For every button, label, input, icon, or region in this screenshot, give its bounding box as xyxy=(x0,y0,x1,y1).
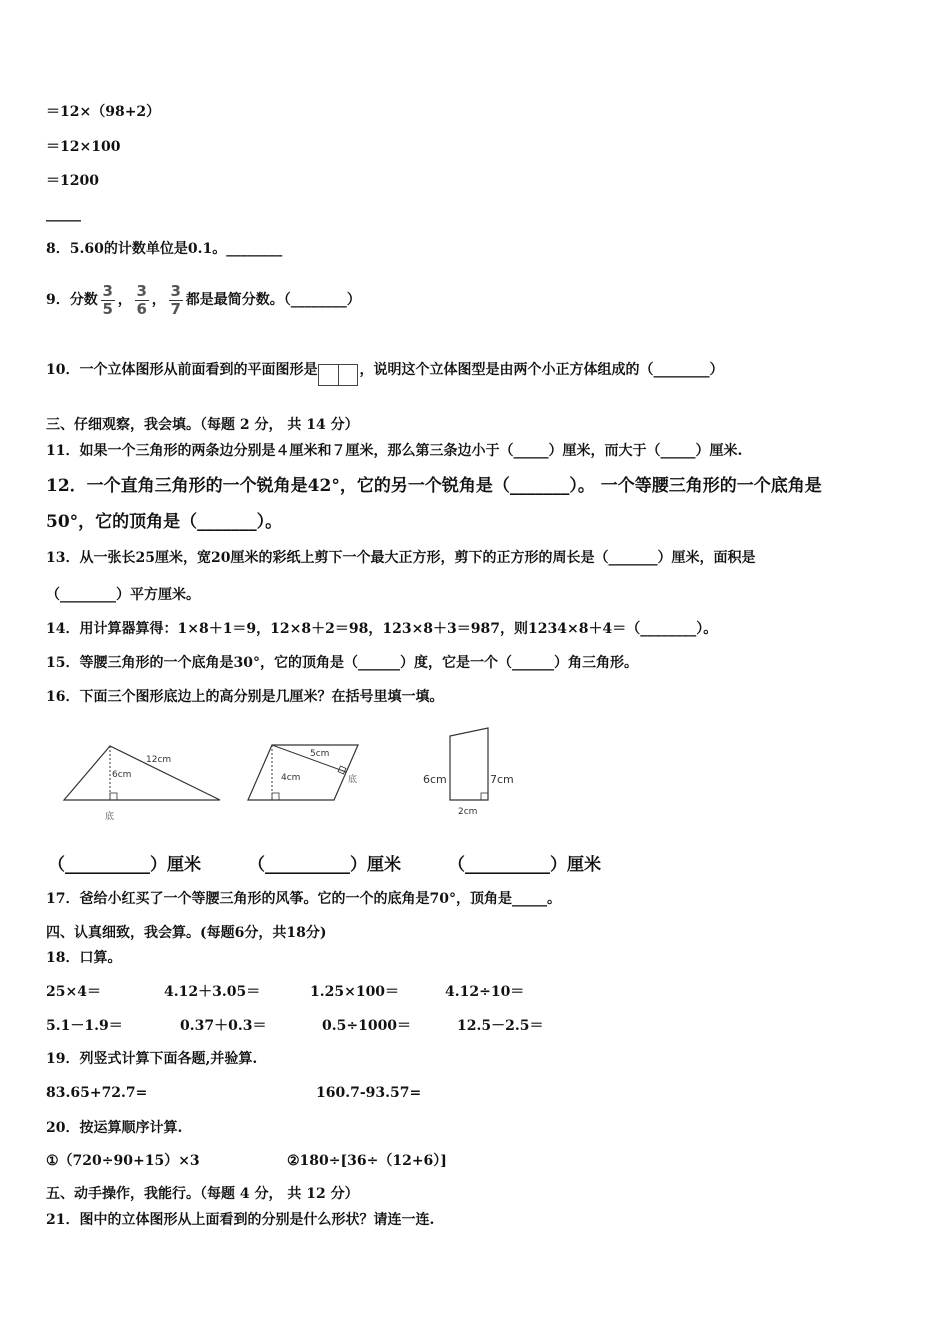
triangle-shape xyxy=(64,746,220,800)
question-9 xyxy=(46,282,361,318)
right-angle-mark xyxy=(481,793,488,800)
fraction-3 xyxy=(169,283,183,318)
fraction-3-numerator: 3 xyxy=(170,281,181,300)
parallelogram-base-label: 底 xyxy=(348,775,358,785)
question-20-title: 20．按运算顺序计算. xyxy=(46,1120,183,1136)
trapezoid-shape xyxy=(450,728,488,800)
question-10 xyxy=(46,352,723,388)
fraction-2 xyxy=(135,283,149,318)
parallelogram-shape xyxy=(248,745,358,800)
triangle-height-label: 6cm xyxy=(112,770,132,780)
trapezoid-figure xyxy=(420,722,520,822)
question-15: 15．等腰三角形的一个底角是30°，它的顶角是（______）度，它是一个（______）角三角形。 xyxy=(46,655,638,671)
fraction-1-denominator: 5 xyxy=(102,299,113,318)
oral-calc-3: 1.25×100＝ xyxy=(310,984,400,1000)
question-13-line-1: 13．从一张长25厘米，宽20厘米的彩纸上剪下一个最大正方形，剪下的正方形的周长是（_______）厘米，面积是 xyxy=(46,550,756,566)
order-calc-1: ①（720÷90+15）×3 xyxy=(46,1153,200,1169)
parallelogram-diagonal-height xyxy=(272,745,346,772)
oral-calc-6: 0.37＋0.3＝ xyxy=(180,1018,267,1034)
solution-blank: _____ xyxy=(46,206,81,222)
fraction-2-denominator: 6 xyxy=(136,299,147,318)
q9-suffix: 都是最简分数。（________） xyxy=(185,292,361,308)
question-21: 21．图中的立体图形从上面看到的分别是什么形状？请连一连. xyxy=(46,1212,435,1228)
order-calc-2: ②180÷[36÷（12+6）] xyxy=(287,1153,447,1169)
question-11: 11．如果一个三角形的两条边分别是４厘米和７厘米，那么第三条边小于（_____）厘米，而大于（_____）厘米. xyxy=(46,443,743,459)
oral-calc-2: 4.12＋3.05＝ xyxy=(164,984,261,1000)
q10-suffix: ，说明这个立体图型是由两个小正方体组成的（________） xyxy=(359,362,724,378)
question-19-title: 19．列竖式计算下面各题,并验算. xyxy=(46,1051,258,1067)
triangle-base-label: 底 xyxy=(105,812,115,822)
oral-calc-8: 12.5－2.5＝ xyxy=(457,1018,544,1034)
oral-calc-7: 0.5÷1000＝ xyxy=(322,1018,412,1034)
trapezoid-bottom-label: 2cm xyxy=(458,807,478,817)
fraction-1-numerator: 3 xyxy=(102,281,113,300)
trapezoid-left-label: 6cm xyxy=(423,773,447,786)
section-4-heading: 四、认真细致，我会算。(每题6分，共18分) xyxy=(46,925,327,941)
triangle-hyp-label: 12cm xyxy=(146,755,172,765)
oral-calc-1: 25×4＝ xyxy=(46,984,101,1000)
solution-step-3: ＝1200 xyxy=(46,173,99,189)
two-squares-figure xyxy=(318,364,358,386)
parallelogram-figure xyxy=(244,738,369,808)
solution-step-1: ＝12×（98+2） xyxy=(46,104,161,120)
question-8: 8．5.60的计数单位是0.1。________ xyxy=(46,241,283,257)
question-16: 16．下面三个图形底边上的高分别是几厘米？在括号里填一填。 xyxy=(46,689,444,705)
answer-blank-3[interactable]: （__________）厘米 xyxy=(448,855,601,875)
right-angle-mark xyxy=(110,793,117,800)
triangle-figure xyxy=(56,738,231,828)
vertical-calc-2: 160.7-93.57= xyxy=(316,1085,422,1101)
section-3-heading: 三、仔细观察，我会填。（每题 2 分， 共 14 分） xyxy=(46,417,359,433)
solution-step-2: ＝12×100 xyxy=(46,139,121,155)
parallelogram-side-label: 5cm xyxy=(310,749,330,759)
q9-sep: ， xyxy=(117,292,132,308)
right-angle-mark xyxy=(272,793,279,800)
parallelogram-height-label: 4cm xyxy=(281,773,301,783)
question-12-line-2: 50°，它的顶角是（_______）。 xyxy=(46,512,283,532)
answer-blank-2[interactable]: （__________）厘米 xyxy=(248,855,401,875)
trapezoid-right-label: 7cm xyxy=(490,773,514,786)
question-13-line-2: （________）平方厘米。 xyxy=(46,587,200,603)
oral-calc-5: 5.1－1.9＝ xyxy=(46,1018,123,1034)
vertical-calc-1: 83.65+72.7= xyxy=(46,1085,148,1101)
q10-prefix: 10．一个立体图形从前面看到的平面图形是 xyxy=(46,362,318,378)
question-14: 14．用计算器算得：1×8＋1＝9，12×8＋2＝98，123×8＋3＝987，则1234×8＋4＝（________）。 xyxy=(46,621,718,637)
fraction-1 xyxy=(101,283,115,318)
answer-blank-1[interactable]: （__________）厘米 xyxy=(48,855,201,875)
oral-calc-4: 4.12÷10＝ xyxy=(445,984,525,1000)
q9-sep: ， xyxy=(151,292,166,308)
q9-prefix: 9．分数 xyxy=(46,292,98,308)
question-17: 17．爸给小红买了一个等腰三角形的风筝。它的一个的底角是70°，顶角是_____。 xyxy=(46,891,561,907)
question-12-line-1: 12．一个直角三角形的一个锐角是42°，它的另一个锐角是（_______）。 一个等腰三角形的一个底角是 xyxy=(46,476,822,496)
section-5-heading: 五、动手操作，我能行。（每题 4 分， 共 12 分） xyxy=(46,1186,359,1202)
question-18-title: 18．口算。 xyxy=(46,950,122,966)
fraction-3-denominator: 7 xyxy=(170,299,181,318)
fraction-2-numerator: 3 xyxy=(136,281,147,300)
